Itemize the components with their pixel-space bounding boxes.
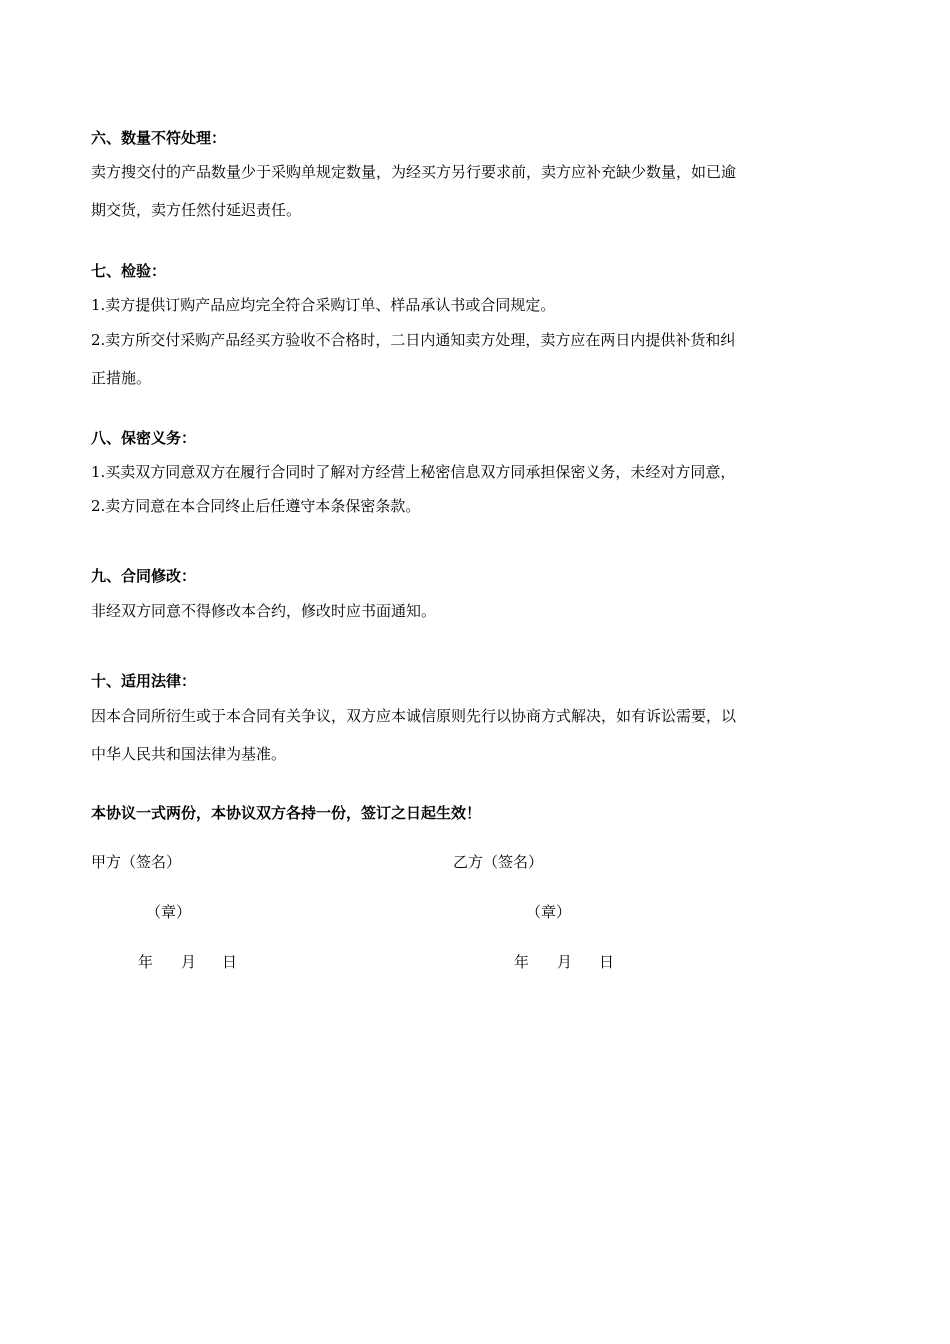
section-text-quantity-line-2: 期交货，卖方任然付延迟责任。 [91, 201, 302, 219]
section-heading-amendment: 九、合同修改： [91, 567, 197, 585]
section-text-confidentiality-line-1: 1.买卖双方同意双方在履行合同时了解对方经营上秘密信息双方同承担保密义务，未经对方同意， [91, 463, 736, 481]
section-text-inspection-line-2: 2.卖方所交付采购产品经买方验收不合格时，二日内通知卖方处理，卖方应在两日内提供补货和纠 [91, 331, 736, 349]
section-text-inspection-line-1: 1.卖方提供订购产品应均完全符合采购订单、样品承认书或合同规定。 [91, 296, 556, 314]
section-text-amendment-line-1: 非经双方同意不得修改本合约，修改时应书面通知。 [91, 602, 437, 620]
party-b-seal-label: （章） [526, 903, 572, 921]
party-a-seal-label: （章） [146, 903, 192, 921]
party-b-day-label: 日 [599, 953, 615, 971]
party-a-month-label: 月 [181, 953, 197, 971]
section-text-applicable-law-line-2: 中华人民共和国法律为基准。 [91, 745, 287, 763]
party-b-year-label: 年 [514, 953, 530, 971]
section-text-quantity-line-1: 卖方搜交付的产品数量少于采购单规定数量，为经买方另行要求前，卖方应补充缺少数量，如已逾 [91, 163, 737, 181]
party-a-signature-label: 甲方（签名） [91, 853, 182, 871]
section-heading-confidentiality: 八、保密义务： [91, 429, 197, 447]
section-heading-inspection: 七、检验： [91, 262, 167, 280]
party-a-year-label: 年 [138, 953, 154, 971]
party-b-signature-label: 乙方（签名） [453, 853, 544, 871]
section-text-applicable-law-line-1: 因本合同所衍生或于本合同有关争议，双方应本诚信原则先行以协商方式解决，如有诉讼需要，以 [91, 707, 737, 725]
party-a-day-label: 日 [222, 953, 238, 971]
section-heading-applicable-law: 十、适用法律： [91, 672, 197, 690]
section-text-inspection-line-3: 正措施。 [91, 369, 152, 387]
party-b-month-label: 月 [557, 953, 573, 971]
closing-statement: 本协议一式两份，本协议双方各持一份，签订之日起生效！ [91, 804, 482, 822]
section-heading-quantity: 六、数量不符处理： [91, 129, 227, 147]
section-text-confidentiality-line-2: 2.卖方同意在本合同终止后任遵守本条保密条款。 [91, 497, 421, 515]
